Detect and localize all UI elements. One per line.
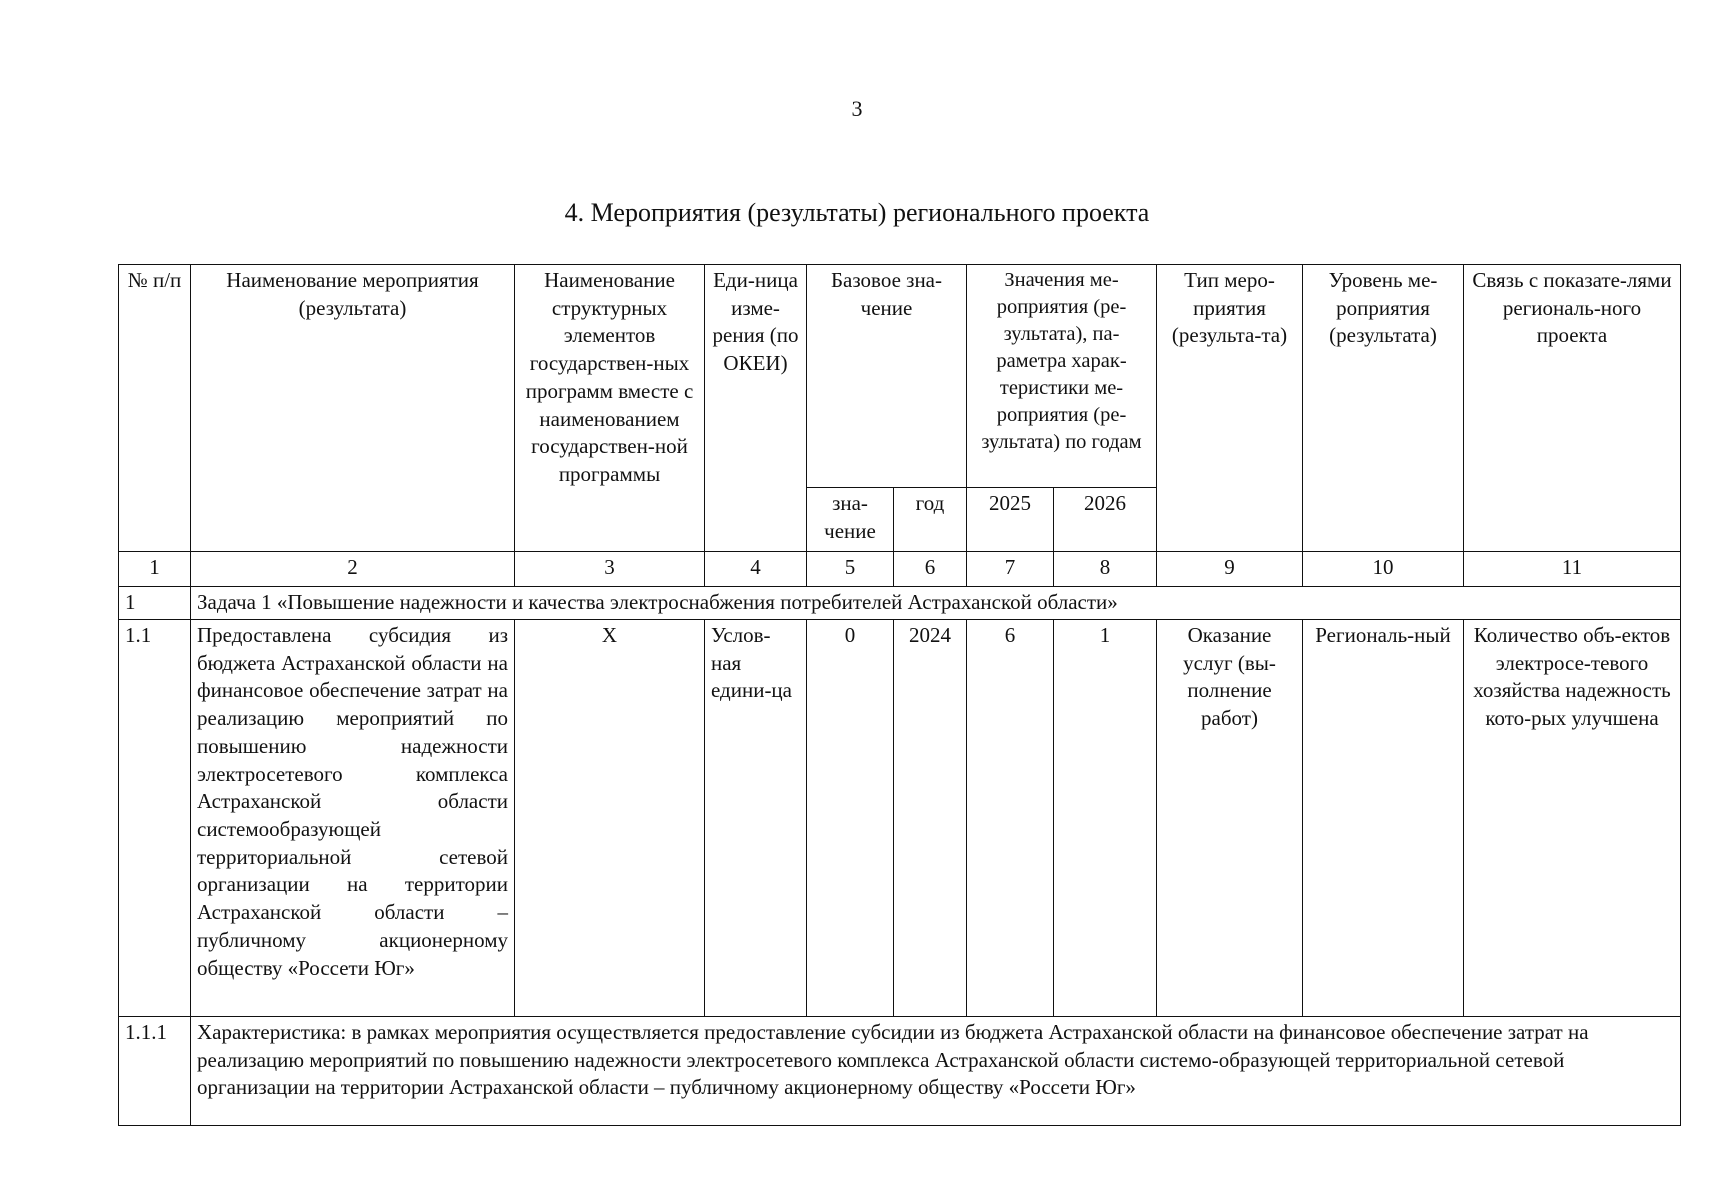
item-unit: Услов-ная едини-ца xyxy=(705,620,807,1017)
section-title: 4. Мероприятия (результаты) регионального проекта xyxy=(564,198,1150,227)
header-base-value: зна-чение xyxy=(807,488,894,552)
header-link: Связь с показате-лями региональ-ного проекта xyxy=(1464,265,1681,552)
column-number: 3 xyxy=(515,552,705,587)
column-number: 2 xyxy=(191,552,515,587)
column-number: 8 xyxy=(1054,552,1157,587)
item-value-2025: 6 xyxy=(967,620,1054,1017)
column-number: 5 xyxy=(807,552,894,587)
column-number: 6 xyxy=(894,552,967,587)
header-unit: Еди-ница изме-рения (по ОКЕИ) xyxy=(705,265,807,552)
characteristic-row xyxy=(119,1017,1681,1126)
header-base-year: год xyxy=(894,488,967,552)
item-base-year: 2024 xyxy=(894,620,967,1017)
item-level: Региональ-ный xyxy=(1303,620,1464,1017)
task-text: Задача 1 «Повышение надежности и качества электроснабжения потребителей Астраханской области» xyxy=(191,587,1681,620)
item-name: Предоставлена субсидия из бюджета Астраханской области на финансовое обеспечение затрат на реализацию мероприятий по повышению надежности электросетевого комплекса Астраханской области системообразующей территориальной сетевой организации на территории Астраханской области – публичному акционерному обществу «Россети Юг» xyxy=(191,620,515,1017)
item-structural: X xyxy=(515,620,705,1017)
header-structural: Наименование структурных элементов государствен-ных программ вместе с наименованием государствен-ной программы xyxy=(515,265,705,552)
item-value-2026: 1 xyxy=(1054,620,1157,1017)
header-level: Уровень ме-роприятия (результата) xyxy=(1303,265,1464,552)
task-row xyxy=(119,587,1681,620)
column-number: 11 xyxy=(1464,552,1681,587)
column-numbers-row xyxy=(119,552,1681,587)
header-type: Тип меро-приятия (результа-та) xyxy=(1157,265,1303,552)
item-type: Оказание услуг (вы-полнение работ) xyxy=(1157,620,1303,1017)
characteristic-num: 1.1.1 xyxy=(119,1017,191,1126)
header-name: Наименование мероприятия (результата) xyxy=(191,265,515,552)
item-num: 1.1 xyxy=(119,620,191,1017)
column-number: 9 xyxy=(1157,552,1303,587)
item-link: Количество объ-ектов электросе-тевого хозяйства надежность кото-рых улучшена xyxy=(1464,620,1681,1017)
header-values: Значения ме-роприятия (ре-зультата), па-раметра харак-теристики ме-роприятия (ре-зультата) по годам xyxy=(967,265,1157,488)
header-num: № п/п xyxy=(119,265,191,552)
column-number: 4 xyxy=(705,552,807,587)
item-row xyxy=(119,620,1681,1017)
header-row-top xyxy=(119,265,1681,488)
task-num: 1 xyxy=(119,587,191,620)
column-number: 7 xyxy=(967,552,1054,587)
characteristic-text: Характеристика: в рамках мероприятия осуществляется предоставление субсидии из бюджета Астраханской области на финансовое обеспечение затрат на реализацию мероприятий по повышению надежности электросетевого комплекса Астраханской области системо-образующей территориальной сетевой организации на территории Астраханской области – публичному акционерному обществу «Россети Юг» xyxy=(191,1017,1681,1126)
header-year-2025: 2025 xyxy=(967,488,1054,552)
item-base-value: 0 xyxy=(807,620,894,1017)
header-base: Базовое зна-чение xyxy=(807,265,967,488)
page-number: 3 xyxy=(851,96,863,121)
column-number: 10 xyxy=(1303,552,1464,587)
column-number: 1 xyxy=(119,552,191,587)
header-year-2026: 2026 xyxy=(1054,488,1157,552)
events-table xyxy=(118,264,1681,1126)
